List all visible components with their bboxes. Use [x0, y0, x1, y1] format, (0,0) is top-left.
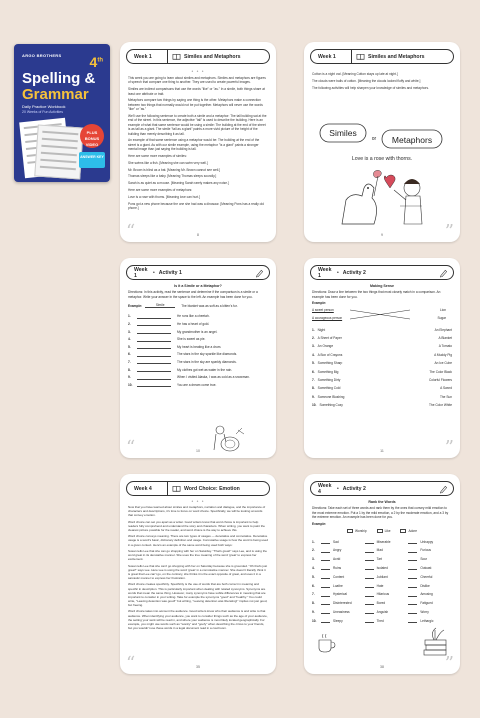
- answer-blank[interactable]: [137, 383, 171, 387]
- rank-row: [312, 546, 452, 555]
- match-left[interactable]: Someone Blushing: [317, 394, 345, 399]
- paragraph: Cotton is a night owl. [Meaning Cotton stays up late at night.]: [312, 72, 398, 76]
- rank-row: [312, 590, 452, 599]
- paragraph: Susan tells Lee that she can go shopping with her on Saturday. "That's great!" says Lee, and is using the word great in its denotative manner. She uses the true meaning of the word 'great' to express her excitement.: [128, 549, 267, 562]
- question-sentence: My clothes got wet as water in the rain.: [177, 367, 233, 372]
- paragraph: Metaphors compare two things by saying one thing is the other. Metaphors make a connection between two things that normally would not be put together. Metaphors will never use the words "like" or "as.": [128, 98, 263, 112]
- rank-blank[interactable]: [321, 601, 330, 605]
- rank-blank[interactable]: [321, 584, 330, 588]
- item-number: 7.: [312, 592, 315, 597]
- rank-blank[interactable]: [408, 575, 417, 579]
- item-number: 10.: [312, 618, 317, 623]
- page-header: [310, 49, 454, 64]
- match-right[interactable]: A Tomato: [438, 344, 452, 349]
- answer-blank[interactable]: [137, 338, 171, 342]
- rank-word: Furious: [420, 548, 431, 553]
- rank-blank[interactable]: [321, 557, 330, 561]
- match-left[interactable]: Something Dirty: [317, 377, 341, 382]
- book-icon: [172, 53, 181, 61]
- paragraph: Now that you have learned about similes and metaphors, narration and dialogue, and the importance of characters and descriptions, it's time to focus on word choice. Specifically, we will be looking at words that convey emotion.: [128, 505, 266, 518]
- paragraph: Sarah is as quiet as a mouse. [Meaning Sarah rarely makes any noise.]: [128, 181, 229, 186]
- rank-word: Fatigued: [420, 601, 433, 606]
- question-number: 3.: [128, 329, 131, 334]
- cover-subtitle: Daily Practice Workbook: [22, 104, 66, 109]
- rank-list: [312, 537, 452, 625]
- rank-word: Hysterical: [333, 592, 347, 597]
- rank-blank[interactable]: [321, 610, 330, 614]
- page-number: 35: [196, 665, 200, 669]
- similes-or-metaphors-title-art: [318, 120, 446, 152]
- cover-worksheet-thumbnail: [34, 124, 84, 179]
- match-row: [312, 393, 452, 401]
- activity-label: Activity 2: [342, 269, 366, 276]
- rank-blank[interactable]: [408, 540, 417, 544]
- paragraph: Thomas sleeps like a baby. [Meaning Thomas sleeps soundly.]: [128, 174, 217, 179]
- question-number: 1.: [128, 314, 131, 319]
- paragraph: Word choice takes into account the audience. Good writers know who their audience is and write to that audience. When identifying your audience, you want to consider things such as the age of your audience, the setting your work will be read in, and where your audience is most likely located geographically. For example, you might use words such as "wonky" and "goofy" when describing the circus to your friends, but you wouldn't use these words in a legal document read in a courtroom.: [128, 609, 268, 630]
- rank-word: Worry: [420, 610, 429, 614]
- rank-word: Tired: [376, 618, 384, 623]
- item-number: 4.: [312, 352, 315, 357]
- week-label: Week 1: [318, 266, 332, 279]
- match-right[interactable]: A Sword: [440, 386, 452, 391]
- question-row: [128, 380, 268, 388]
- rank-word: Hilarious: [376, 592, 390, 597]
- metaphors-word: Metaphors: [391, 135, 433, 145]
- paragraph: We'll use the following sentence to create both a simile and a metaphor: The tall building sat at the end of the street. In this sentence, the adjective "tall" is used to describe the building. Here is an example of what that same sentence would be using a simile: The building at the end of the street is as tall as a giant. The simile "tall as a giant" paints a more vivid picture of the height of the building than merely describing it as tall.: [128, 114, 267, 136]
- question-sentence: You are a dream come true.: [177, 382, 217, 387]
- rank-row: [312, 573, 452, 582]
- question-number: 8.: [128, 367, 131, 372]
- rank-blank[interactable]: [408, 566, 417, 570]
- match-row: [312, 368, 452, 376]
- rank-blank[interactable]: [365, 584, 374, 588]
- paragraph: The following activities will help sharpen your knowledge of similes and metaphors.: [312, 85, 429, 90]
- question-sentence: He has a heart of gold.: [177, 322, 210, 326]
- quote-open-icon: “: [126, 653, 136, 674]
- answer-blank[interactable]: [137, 330, 171, 334]
- example-connector-lines: [350, 309, 410, 321]
- page-number: 11: [380, 449, 384, 453]
- match-right[interactable]: An Elephant: [434, 327, 452, 332]
- question-row: [128, 319, 268, 327]
- rank-blank[interactable]: [408, 601, 417, 605]
- question-number: 10.: [128, 382, 133, 387]
- paragraph: Word choice creates specificity. Specificity is the use of words that are both correct in meaning and specific in description. This is particularly important when dealing with related synonyms. Synonyms are words that mean the same thing. However, many synonyms have subtle differences in meaning that are important to consider in your writing. Take for example the synonyms "good" and "healthy." You could write, "Leaving detention was good!" but writing, "Leaving detention was liberating!" implies not just good, but freeing.: [128, 582, 268, 607]
- rank-word: Tart: [376, 557, 382, 562]
- rank-word: Sour: [420, 557, 428, 562]
- question-sentence: He runs like a cheetah.: [177, 314, 210, 319]
- paragraph: Word choice can set you apart as a writer. Good writers know that word choice is important to help readers fully comprehend and understand the story and characters. When writing, you want to paint the clearest picture possible for the reader, and word choice is the way to achieve this.: [128, 519, 265, 532]
- page-header: Week 4 • Activity 2: [310, 481, 454, 496]
- week-label: Week 1: [134, 53, 152, 60]
- item-number: 5.: [312, 574, 315, 579]
- example-answer: Simile: [145, 303, 175, 308]
- rank-blank[interactable]: [408, 610, 417, 614]
- activity-heading: Is it a Simile or a Metaphor?: [174, 284, 222, 288]
- question-number: 5.: [128, 344, 131, 349]
- match-row: [312, 384, 452, 392]
- rank-word: Loathe: [333, 583, 343, 588]
- paragraph: Similes are indirect comparisons that use the words "like" or "as." In a simile, both things share at least one attribute or trait.: [128, 87, 265, 96]
- rank-blank[interactable]: [365, 540, 374, 544]
- paragraph: Pons got a new phone because the one she had was a dinosaur. [Meaning Pons has a really old phone.]: [128, 201, 264, 211]
- page-number: 10: [196, 449, 200, 453]
- match-right[interactable]: The Color White: [428, 403, 452, 408]
- coffee-cup-illustration: [316, 632, 338, 654]
- cover-title-line2: Grammar: [22, 86, 89, 103]
- page-header: Week 1 • Activity 2: [310, 265, 454, 280]
- rank-blank[interactable]: [365, 619, 374, 623]
- cover-grade: 4th: [89, 54, 103, 70]
- paragraph: Mr. Brown is blind as a bat. [Meaning Mr. Brown cannot see well.]: [128, 167, 221, 172]
- lesson-text: [312, 72, 452, 92]
- quote-open-icon: “: [126, 437, 136, 458]
- question-sentence: The stars in the sky sparkle like diamonds.: [177, 352, 238, 357]
- question-sentence: The stars in the sky are sparkly diamonds.: [177, 359, 237, 364]
- lesson-text: [128, 505, 268, 632]
- rank-blank[interactable]: [365, 566, 374, 570]
- item-number: 8.: [312, 601, 315, 606]
- example-label: Example:: [312, 301, 327, 306]
- page-number: 8: [197, 233, 199, 237]
- activity-heading: Making Sense: [370, 284, 394, 288]
- example-match: A sweet person A courageous person Lion Sugar: [312, 307, 446, 320]
- match-left[interactable]: Something Cozy: [319, 403, 343, 408]
- activity-body: [128, 284, 268, 387]
- paragraph: Word choice conveys meaning. There are two types of usages — denotative and connotative. Denotative usage is a word's basic, dictionary definition and usage. Connotative usage is how the word is being used in a given context. Here's an example of the same word being used both ways:: [128, 534, 268, 547]
- paragraph: Here are some more examples of similes:: [128, 154, 187, 159]
- cover-tagline: 20 Weeks of Fun Activities: [22, 110, 63, 114]
- match-right[interactable]: The Color Black: [429, 369, 452, 374]
- page-header: [126, 49, 270, 64]
- match-right[interactable]: The Sun: [439, 394, 452, 399]
- rank-word: Miserable: [376, 539, 391, 544]
- rank-word: Isolated: [376, 566, 388, 571]
- page-header: [126, 481, 270, 496]
- activity-label: Activity 1: [158, 269, 182, 276]
- question-number: 9.: [128, 375, 131, 380]
- drummer-illustration: [210, 424, 246, 452]
- pencil-icon: [439, 268, 448, 278]
- cover-title-line1: Spelling &: [22, 70, 96, 87]
- answer-blank[interactable]: [137, 315, 171, 319]
- example-sentence: The blanket was as soft as a kitten's fur.: [181, 303, 238, 308]
- question-number: 6.: [128, 352, 131, 357]
- or-word: or: [371, 136, 377, 142]
- item-number: 6.: [312, 369, 315, 374]
- rank-word: Disinterested: [333, 601, 352, 606]
- activity-body: [312, 500, 452, 625]
- pencil-icon: [439, 484, 448, 494]
- rank-word: Cheerful: [420, 574, 433, 579]
- quote-close-icon: ”: [444, 437, 454, 458]
- week-label: Week 1: [134, 266, 148, 279]
- paragraph: Susan tells Lee that she can't go shopping with her on Saturday because she is grounded. "Oh that's just great!" says Lee. Here Lee is using the word 'great' in a connotative manner. She doesn't literally think it is great that Lee can't go, on the contrary, she thinks it is the exact opposite of great, and uses it in a sarcastic manner to express her frustration.: [128, 563, 268, 580]
- rank-word: Outcast: [420, 566, 432, 571]
- workbook-page-35[interactable]: [120, 474, 276, 674]
- question-row: [128, 372, 268, 380]
- workbook-page-9[interactable]: [304, 42, 460, 242]
- rank-word: Angry: [333, 548, 342, 553]
- question-row: [128, 334, 268, 342]
- item-number: 3.: [312, 344, 315, 349]
- rank-blank[interactable]: [321, 619, 330, 623]
- match-list: [312, 326, 452, 410]
- match-right[interactable]: A Muddy Pig: [434, 352, 452, 357]
- item-number: 1.: [312, 539, 315, 544]
- rank-blank[interactable]: [365, 610, 374, 614]
- rank-word: Sleepy: [333, 618, 343, 623]
- item-number: 3.: [312, 557, 315, 562]
- cover-answer-key-badge: ANSWER KEY: [79, 152, 105, 168]
- match-right[interactable]: Colorful Flowers: [428, 377, 452, 382]
- rank-word: Ruins: [333, 566, 342, 571]
- activity-directions: Directions: Take each set of three words and rank them by the ones that convey mild emotion to the most extreme emotion. Put a 1 by the mild emotion, a 2 by the moderate emotion, and a 3 by the extreme emotion. An example has been done for you.: [312, 506, 449, 520]
- rank-blank[interactable]: [321, 593, 330, 597]
- match-right[interactable]: An Ice Cube: [434, 361, 452, 366]
- workbook-page-38[interactable]: [304, 474, 460, 674]
- rank-word: Unhappy: [420, 539, 434, 544]
- girl-with-rose-illustration: [334, 166, 434, 226]
- rank-row: [312, 581, 452, 590]
- cover-series: ARGO BROTHERS: [22, 53, 62, 58]
- question-sentence: My grandmother is an angel.: [177, 329, 218, 334]
- rank-blank[interactable]: [321, 575, 330, 579]
- match-right[interactable]: A Blanket: [438, 336, 452, 340]
- rank-blank[interactable]: [408, 593, 417, 597]
- paragraph: This week you are going to learn about similes and metaphors. Similes and metaphors are figures of speech that compare one thing to another. They are used to create powerful images.: [128, 76, 266, 85]
- section-title: Word Choice: Emotion: [184, 485, 240, 492]
- rank-row: [312, 599, 452, 608]
- paragraph: Here are some more examples of metaphors:: [128, 188, 193, 193]
- caption: Love is a rose with thorns.: [351, 156, 413, 162]
- match-row: [312, 401, 452, 409]
- rank-blank[interactable]: [321, 549, 330, 553]
- item-number: 9.: [312, 394, 315, 399]
- page-header: Week 1 • Activity 1: [126, 265, 270, 280]
- question-sentence: When I visited Alaska, I was as cold as a snowman.: [177, 375, 250, 380]
- match-left[interactable]: Something Sharp: [317, 361, 343, 366]
- answer-blank[interactable]: [137, 353, 171, 357]
- answer-blank[interactable]: [137, 376, 171, 380]
- rank-row: [312, 564, 452, 573]
- book-cover[interactable]: [14, 44, 110, 182]
- answer-blank[interactable]: [137, 368, 171, 372]
- question-number: 7.: [128, 359, 131, 364]
- rank-row: [312, 537, 452, 546]
- rank-word: Mad: [376, 548, 383, 553]
- activity-directions: Directions: Draw a line between the two things that most closely match in a comparison. An example has been done for you.: [312, 290, 441, 299]
- match-left[interactable]: Something Big: [317, 369, 339, 374]
- lesson-text: [128, 76, 268, 213]
- rank-blank[interactable]: [408, 619, 417, 623]
- week-label: Week 4: [134, 485, 152, 492]
- match-row: [312, 351, 452, 359]
- paragraph: An example of that same sentence using a metaphor would be: The building at the end of the street is a giant. As with our simile example, using the metaphor "is a giant" paints a stronger mental image than just saying the building is tall.: [128, 138, 260, 152]
- rank-blank[interactable]: [408, 584, 417, 588]
- match-left[interactable]: A Box of Crayons: [317, 352, 343, 357]
- question-row: [128, 357, 268, 365]
- answer-blank[interactable]: [137, 322, 171, 326]
- question-row: [128, 311, 268, 319]
- question-row: [128, 326, 268, 334]
- rank-row: [312, 608, 452, 617]
- workbook-page-11[interactable]: [304, 258, 460, 458]
- book-icon: [356, 53, 365, 61]
- match-left[interactable]: An Orange: [317, 344, 334, 349]
- match-row: [312, 334, 452, 342]
- match-left[interactable]: Night: [317, 327, 326, 332]
- answer-blank[interactable]: [137, 345, 171, 349]
- week-label: Week 1: [318, 53, 336, 60]
- activity-directions: Directions: In this activity, read the sentence and determine if the comparison is a simile or a metaphor. Write your answer in the space to the left. An example has been done for you.: [128, 290, 258, 299]
- rank-blank[interactable]: [365, 593, 374, 597]
- rank-blank[interactable]: [365, 575, 374, 579]
- item-number: 2.: [312, 336, 315, 340]
- question-number: 2.: [128, 322, 131, 326]
- question-number: 4.: [128, 337, 131, 342]
- rank-word: Anguish: [376, 610, 389, 614]
- activity-body: [312, 284, 452, 410]
- item-number: 9.: [312, 610, 315, 614]
- match-row: [312, 376, 452, 384]
- page-number: 9: [381, 233, 383, 237]
- week-label: Week 4: [318, 482, 332, 495]
- item-number: 2.: [312, 548, 315, 553]
- match-left[interactable]: A Sheet of Paper: [317, 336, 342, 340]
- workbook-page-10[interactable]: [120, 258, 276, 458]
- match-row: [312, 359, 452, 367]
- cover-video-badge: PLUS BONUS VIDEO: [80, 124, 104, 148]
- question-row: [128, 342, 268, 350]
- rank-blank[interactable]: [408, 549, 417, 553]
- page-number: 38: [380, 665, 384, 669]
- item-number: 5.: [312, 361, 315, 366]
- question-row: [128, 364, 268, 372]
- similes-word: Similes: [329, 128, 357, 138]
- rank-word: Lethargic: [420, 618, 434, 623]
- example-row: Example: Simile The blanket was as soft as a kitten's fur.: [128, 302, 238, 308]
- rank-blank[interactable]: [365, 601, 374, 605]
- rank-row: [312, 555, 452, 564]
- rank-word: Acrid: [333, 557, 341, 562]
- match-row: [312, 326, 452, 334]
- divider-dots: • • •: [191, 499, 205, 505]
- item-number: 10.: [312, 403, 317, 408]
- rank-word: Bored: [376, 601, 386, 606]
- rank-word: Sad: [333, 539, 339, 544]
- divider-dots: • • •: [191, 69, 205, 75]
- rank-blank[interactable]: [408, 557, 417, 561]
- rank-blank[interactable]: [365, 557, 374, 561]
- rank-blank[interactable]: [365, 549, 374, 553]
- rank-word: Amusing: [420, 592, 433, 597]
- rank-word: Dislike: [420, 583, 430, 588]
- quote-open-icon: “: [126, 221, 136, 242]
- rank-word: Hate: [376, 583, 384, 588]
- paragraph: The clouds were balls of cotton. [Meaning the clouds looked fluffy and white.]: [312, 78, 421, 83]
- section-title: Similes and Metaphors: [368, 53, 425, 60]
- rank-blank[interactable]: [321, 540, 330, 544]
- example-words: Worship Like Adore: [312, 529, 452, 533]
- pencil-icon: [255, 268, 264, 278]
- workbook-page-8[interactable]: [120, 42, 276, 242]
- section-title: Similes and Metaphors: [184, 53, 241, 60]
- rank-word: Content: [333, 574, 345, 579]
- item-number: 8.: [312, 386, 315, 391]
- rank-word: Uneasiness: [333, 610, 350, 614]
- item-number: 4.: [312, 566, 315, 571]
- item-number: 1.: [312, 327, 315, 332]
- paragraph: Love is a rose with thorns. [Meaning love can hurt.]: [128, 194, 200, 199]
- question-list: [128, 311, 268, 387]
- quote-close-icon: ”: [444, 221, 454, 242]
- quote-close-icon: ”: [444, 653, 454, 674]
- paragraph: She swims like a fish. [Meaning she can swim very well.]: [128, 160, 208, 165]
- activity-heading: Rank the Words: [368, 500, 396, 504]
- question-sentence: She is sweet as pie.: [177, 337, 206, 342]
- question-row: [128, 349, 268, 357]
- item-number: 6.: [312, 583, 315, 588]
- question-sentence: My heart is beating like a drum.: [177, 344, 222, 349]
- match-left[interactable]: Something Cold: [317, 386, 341, 391]
- rank-word: Jubilant: [376, 574, 388, 579]
- activity-label: Activity 2: [342, 485, 366, 492]
- book-icon: [172, 485, 181, 493]
- item-number: 7.: [312, 377, 315, 382]
- answer-blank[interactable]: [137, 360, 171, 364]
- rank-blank[interactable]: [321, 566, 330, 570]
- match-row: [312, 342, 452, 350]
- example-label: Example:: [312, 521, 327, 526]
